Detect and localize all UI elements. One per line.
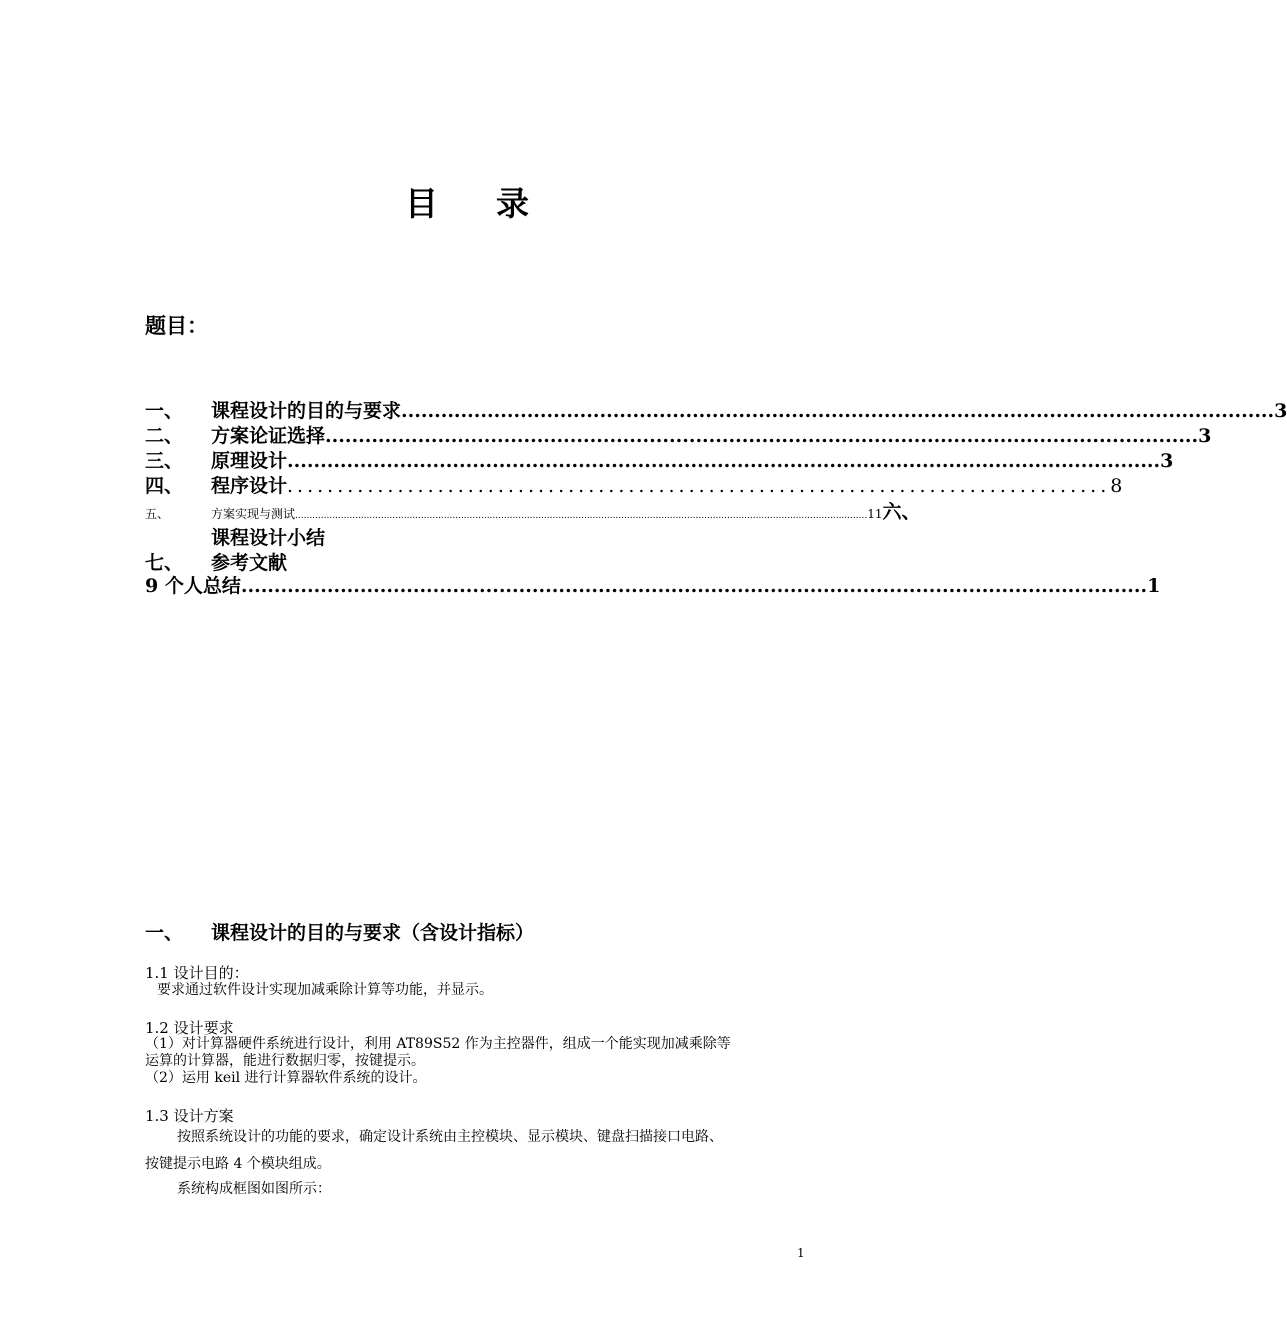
toc-entry-6[interactable]: 课程设计小结	[211, 527, 326, 549]
subsection-1-2-line3: （2）运用 keil 进行计算器软件系统的设计。	[145, 1070, 427, 1086]
subsection-1-3-heading: 1.3 设计方案	[145, 1107, 234, 1125]
subsection-1-3-line1: 按照系统设计的功能的要求，确定设计系统由主控模块、显示模块、键盘扫描接口电路、	[177, 1129, 723, 1145]
toc-entry-page: 8	[1110, 475, 1123, 497]
toc-entry-label: 参考文献	[211, 552, 288, 574]
toc-title-part1: 目	[405, 184, 440, 223]
toc-entry-3[interactable]	[145, 449, 1174, 473]
toc-title	[405, 178, 531, 225]
toc-leader: ....................................................................................................................................	[287, 450, 1161, 472]
toc-leader: ....................................................................................................................................	[325, 425, 1199, 447]
subsection-1-3-line2: 按键提示电路 4 个模块组成。	[145, 1156, 331, 1172]
toc-entry-4[interactable]	[145, 474, 1123, 498]
toc-title-part2: 录	[496, 184, 531, 223]
toc-entry-label: 程序设计	[211, 475, 288, 497]
toc-leader: .........................................................................................................................................	[240, 575, 1148, 597]
toc-entry-tail: 六、	[882, 501, 921, 523]
toc-leader: ........................................................................................................................................................................................................	[295, 511, 868, 521]
toc-entry-num: 五、	[145, 507, 170, 521]
subsection-1-3-line3: 系统构成框图如图所示：	[177, 1181, 331, 1197]
subsection-1-2-line1: （1）对计算器硬件系统进行设计，利用 AT89S52 作为主控器件，组成一个能实现加减乘除等	[145, 1036, 731, 1052]
toc-entry-label: 课程设计的目的与要求	[211, 400, 402, 422]
toc-entry-1[interactable]	[145, 399, 1287, 423]
toc-leader: ..................................................................................	[287, 475, 1111, 497]
toc-entry-num: 七、	[145, 552, 184, 574]
toc-entry-8[interactable]	[145, 574, 1161, 598]
toc-entry-2[interactable]	[145, 424, 1212, 448]
toc-entry-page: 3	[1160, 450, 1174, 472]
page-number: 1	[797, 1246, 805, 1260]
toc-entry-page: 3	[1198, 425, 1212, 447]
toc-entry-num: 二、	[145, 425, 184, 447]
section-num: 一、	[145, 922, 184, 944]
section-title: 课程设计的目的与要求（含设计指标）	[211, 922, 535, 944]
toc-entry-num: 四、	[145, 475, 184, 497]
subsection-1-2-line2: 运算的计算器，能进行数据归零，按键提示。	[145, 1053, 425, 1069]
section-1-heading	[145, 918, 534, 945]
toc-entry-7[interactable]	[145, 548, 287, 575]
toc-entry-num: 三、	[145, 450, 184, 472]
toc-entry-label: 方案论证选择	[211, 425, 326, 447]
toc-entry-page: 1	[1147, 575, 1161, 597]
toc-entry-label: 方案实现与测试	[211, 507, 296, 521]
toc-entry-label: 原理设计	[211, 450, 288, 472]
subsection-1-1-text: 要求通过软件设计实现加减乘除计算等功能，并显示。	[157, 982, 493, 998]
toc-entry-5[interactable]	[145, 501, 921, 525]
toc-entry-page: 11	[867, 507, 883, 521]
toc-entry-page: 3	[1274, 400, 1287, 422]
subject-label: 题目：	[145, 313, 208, 338]
subsection-1-1-heading: 1.1 设计目的：	[145, 964, 249, 982]
toc-leader: ....................................................................................................................................	[401, 400, 1275, 422]
toc-entry-label: 9 个人总结	[145, 575, 241, 597]
subsection-1-2-heading: 1.2 设计要求	[145, 1019, 234, 1037]
toc-entry-num: 一、	[145, 400, 184, 422]
